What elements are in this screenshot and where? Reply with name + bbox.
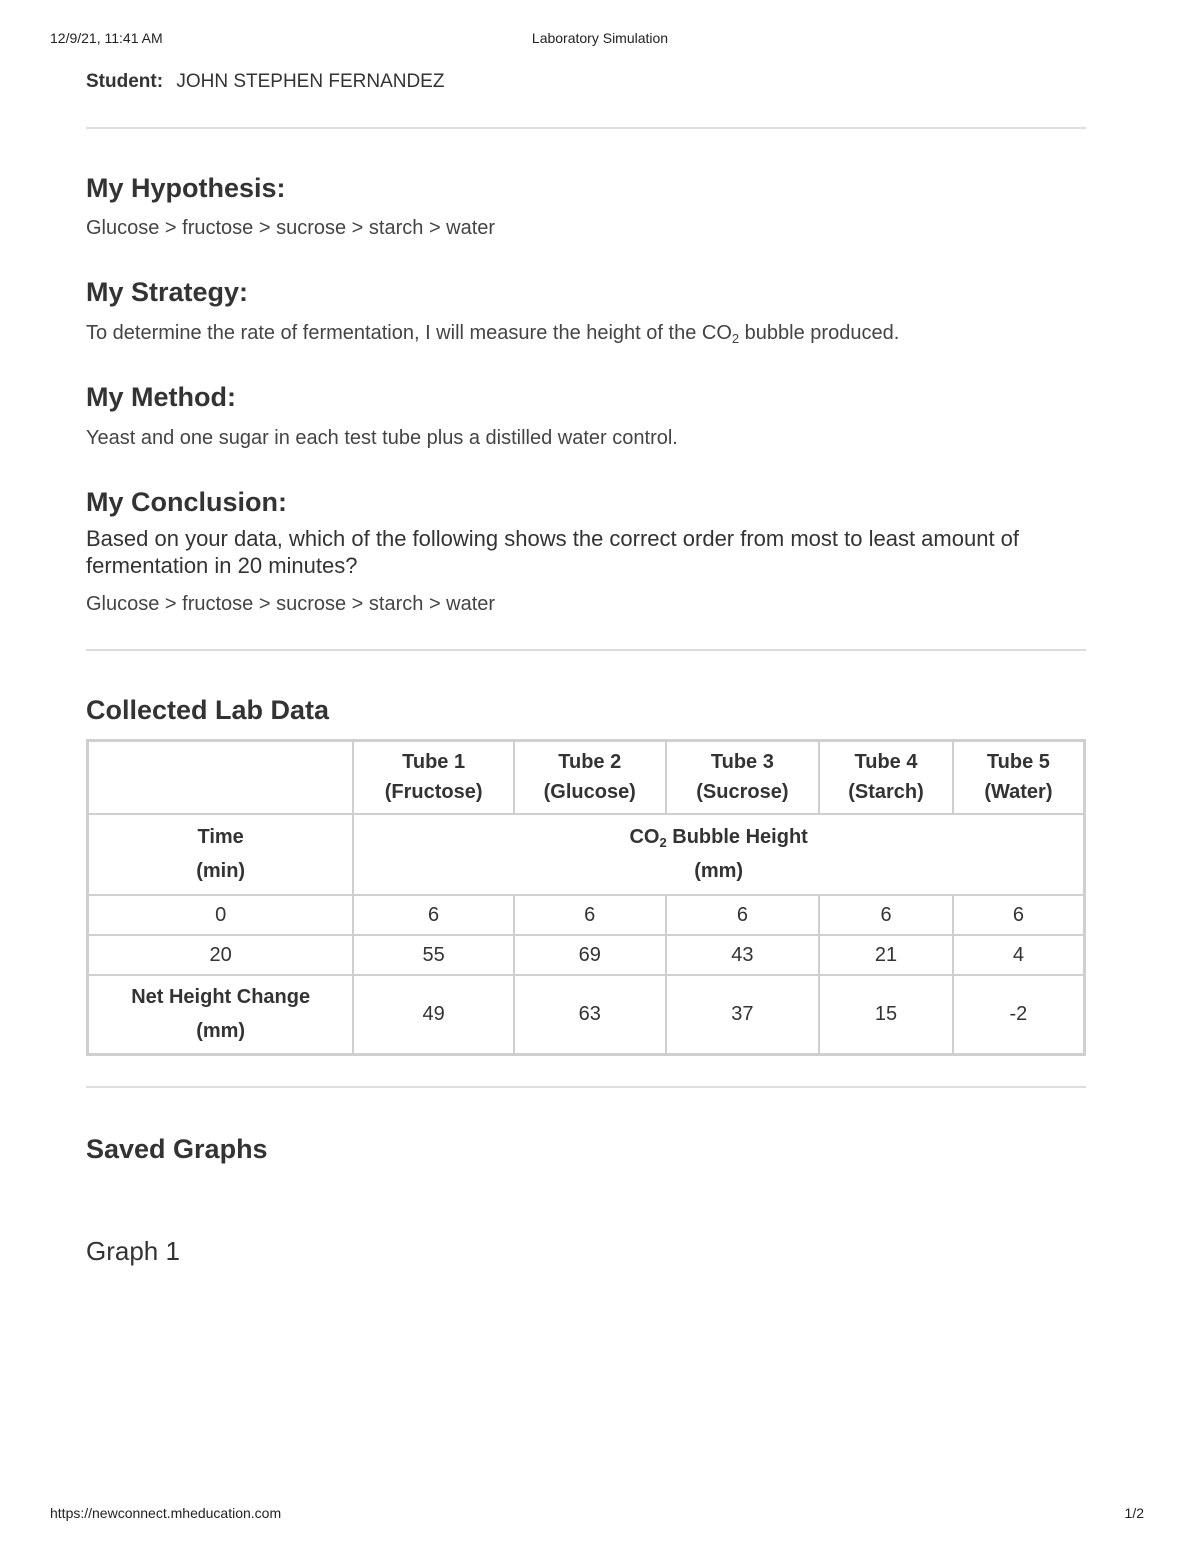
tube-name: Tube 2 bbox=[558, 751, 622, 774]
net-value-cell: 63 bbox=[514, 975, 666, 1055]
net-unit: (mm) bbox=[196, 1020, 246, 1043]
page-number: 1/2 bbox=[1124, 1505, 1144, 1521]
strategy-text-after: bubble produced. bbox=[739, 322, 900, 344]
value-cell: 55 bbox=[353, 935, 514, 975]
print-url: https://newconnect.mheducation.com bbox=[50, 1505, 282, 1521]
time-header bbox=[88, 814, 354, 895]
value-cell: 6 bbox=[819, 895, 953, 935]
tube-sugar: (Fructose) bbox=[384, 781, 483, 804]
print-date: 12/9/21, 11:41 AM bbox=[50, 30, 163, 46]
lab-data-table bbox=[86, 739, 1086, 1056]
report-content bbox=[86, 68, 1086, 1267]
measure-subscript: 2 bbox=[659, 835, 667, 850]
tube-sugar: (Glucose) bbox=[543, 781, 636, 804]
hypothesis-text: Glucose > fructose > sucrose > starch > water bbox=[86, 217, 496, 239]
value-cell: 21 bbox=[819, 935, 953, 975]
time-unit: (min) bbox=[196, 860, 246, 882]
lab-data-title: Collected Lab Data bbox=[86, 695, 330, 725]
tube-3-header bbox=[666, 741, 820, 814]
print-footer bbox=[50, 1505, 1150, 1523]
value-cell: 6 bbox=[953, 895, 1085, 935]
tube-name: Tube 4 bbox=[854, 751, 918, 774]
net-label: Net Height Change bbox=[131, 986, 311, 1009]
value-cell: 69 bbox=[514, 935, 666, 975]
hypothesis-title: My Hypothesis: bbox=[86, 173, 286, 203]
net-value-cell: 15 bbox=[819, 975, 953, 1055]
table-subheader-row bbox=[88, 814, 1085, 895]
saved-graphs-title: Saved Graphs bbox=[86, 1134, 268, 1164]
time-cell: 0 bbox=[88, 895, 354, 935]
time-label: Time bbox=[197, 826, 244, 848]
strategy-text bbox=[86, 320, 1086, 346]
measure-suffix: Bubble Height bbox=[666, 826, 808, 848]
empty-header-cell bbox=[88, 741, 354, 814]
student-line bbox=[86, 68, 1086, 96]
table-row bbox=[88, 935, 1085, 975]
tube-sugar: (Sucrose) bbox=[696, 781, 789, 804]
divider bbox=[86, 1086, 1086, 1088]
method-text: Yeast and one sugar in each test tube plus a distilled water control. bbox=[86, 427, 678, 449]
tube-sugar: (Water) bbox=[984, 781, 1053, 804]
divider bbox=[86, 127, 1086, 129]
tube-name: Tube 3 bbox=[710, 751, 774, 774]
print-header bbox=[50, 30, 1150, 48]
table-row bbox=[88, 895, 1085, 935]
net-change-row bbox=[88, 975, 1085, 1055]
net-value-cell: -2 bbox=[953, 975, 1085, 1055]
tube-sugar: (Starch) bbox=[848, 781, 924, 804]
conclusion-title: My Conclusion: bbox=[86, 487, 287, 517]
conclusion-question: Based on your data, which of the following shows the correct order from most to least amount of fermentation in 20 minutes? bbox=[86, 526, 1020, 578]
net-change-header bbox=[88, 975, 354, 1055]
student-name: JOHN STEPHEN FERNANDEZ bbox=[176, 71, 445, 92]
measure-prefix: CO bbox=[629, 826, 660, 848]
strategy-text-before: To determine the rate of fermentation, I will measure the height of the CO bbox=[86, 322, 732, 344]
graph-1-label: Graph 1 bbox=[86, 1236, 180, 1266]
tube-1-header bbox=[353, 741, 514, 814]
value-cell: 43 bbox=[666, 935, 820, 975]
divider bbox=[86, 649, 1086, 651]
tube-name: Tube 5 bbox=[986, 751, 1050, 774]
measure-unit: (mm) bbox=[694, 860, 744, 882]
tube-4-header bbox=[819, 741, 953, 814]
time-cell: 20 bbox=[88, 935, 354, 975]
method-title: My Method: bbox=[86, 382, 236, 412]
conclusion-answer: Glucose > fructose > sucrose > starch > water bbox=[86, 593, 496, 615]
strategy-title: My Strategy: bbox=[86, 277, 249, 307]
print-title: Laboratory Simulation bbox=[531, 30, 669, 46]
value-cell: 4 bbox=[953, 935, 1085, 975]
net-value-cell: 37 bbox=[666, 975, 820, 1055]
net-value-cell: 49 bbox=[353, 975, 514, 1055]
tube-2-header bbox=[514, 741, 666, 814]
student-label: Student: bbox=[86, 71, 164, 92]
tube-name: Tube 1 bbox=[402, 751, 466, 774]
table-header-row bbox=[88, 741, 1085, 814]
strategy-subscript: 2 bbox=[731, 331, 740, 346]
value-cell: 6 bbox=[666, 895, 820, 935]
value-cell: 6 bbox=[353, 895, 514, 935]
value-cell: 6 bbox=[514, 895, 666, 935]
bubble-height-header bbox=[353, 814, 1084, 895]
tube-5-header bbox=[953, 741, 1085, 814]
